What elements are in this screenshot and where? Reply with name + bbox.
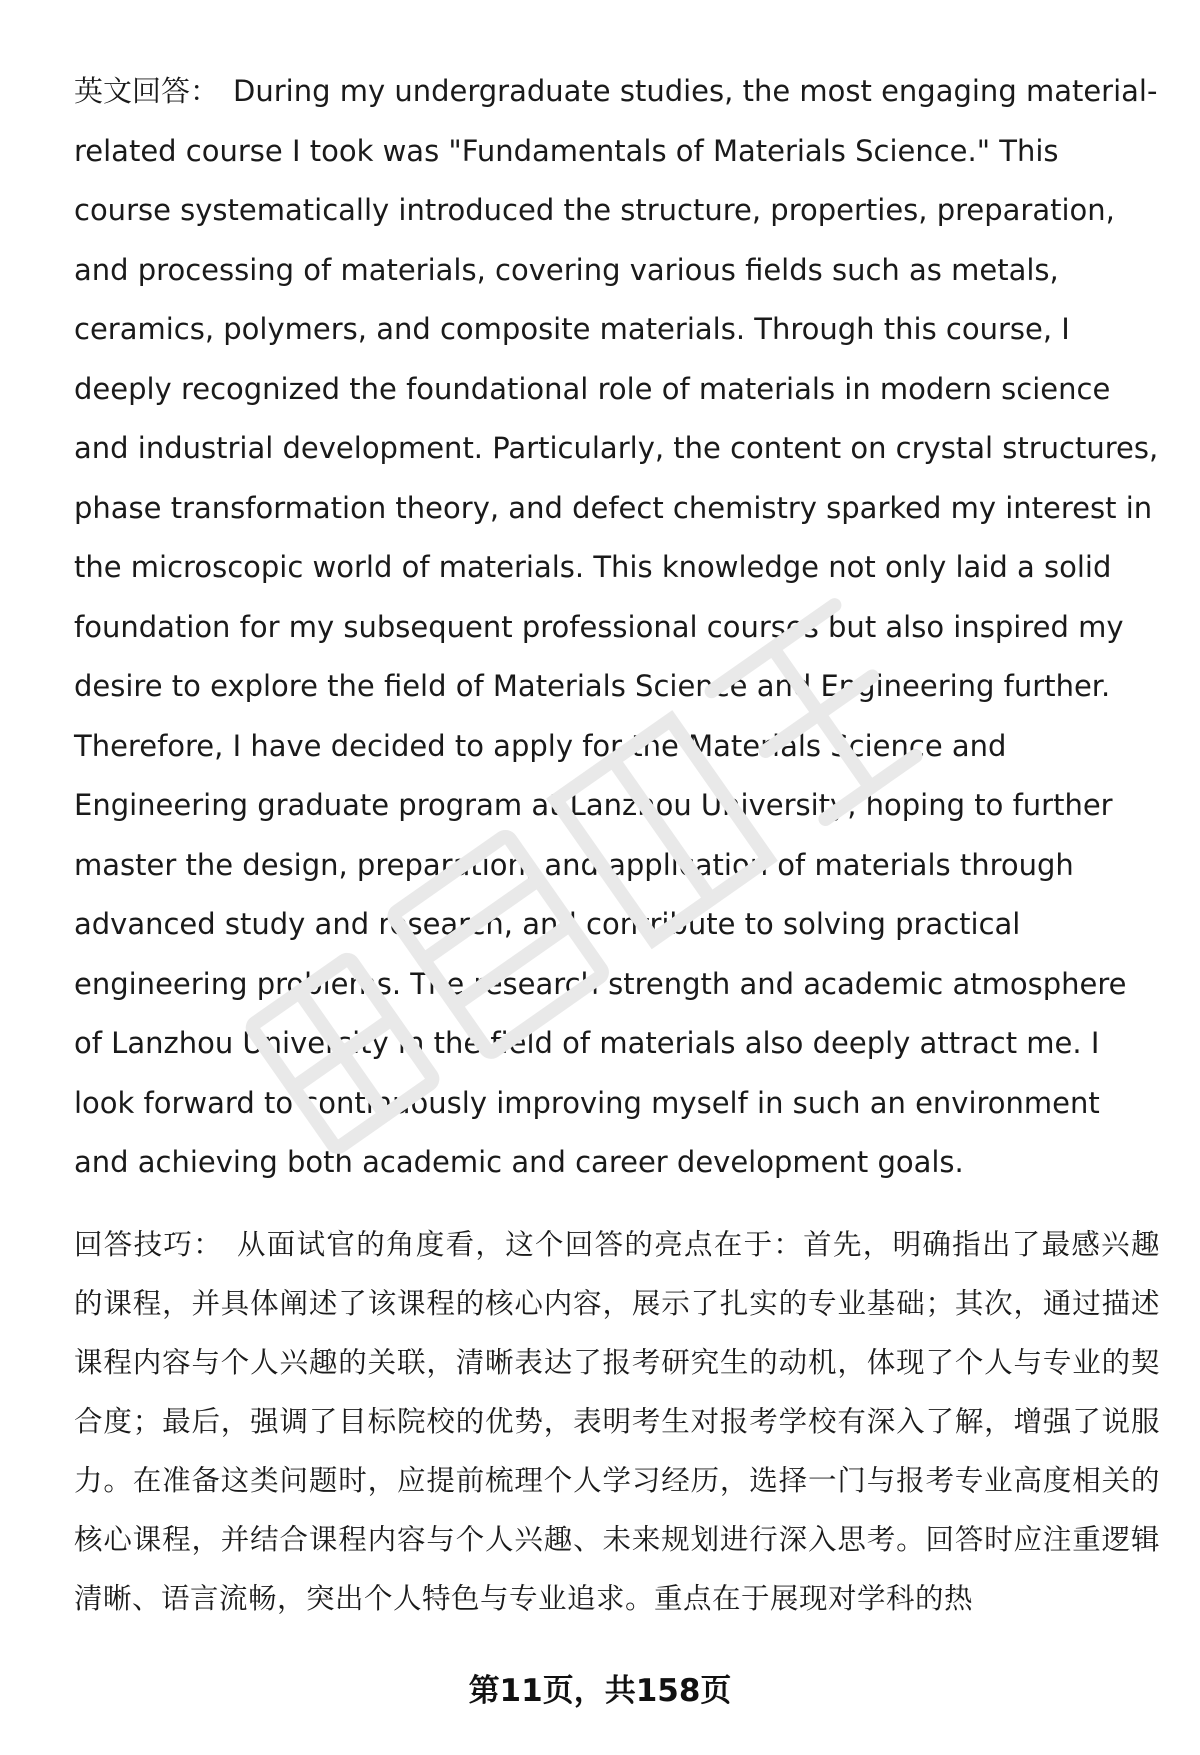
english-answer-text: During my undergraduate studies, the most engaging material-related course I took was "Fundamentals of Materials Science." This course systematically introduced the structure, properties, preparation, and processing of materials, covering various fields such as metals, ceramics, polymers, and composite materials. Through this course, I deeply recognized the foundational role of materials in modern science and industrial development. Particularly, the content on crystal structures, phase transformation theory, and defect chemistry sparked my interest in the microscopic world of materials. This knowledge not only laid a solid foundation for my subsequent professional courses but also inspired my desire to explore the field of Materials Science and Engineering further. Therefore, I have decided to apply for the Materials Science and Engineering graduate program at Lanzhou University, hoping to further master the design, preparation, and application of materials through advanced study and research, and contribute to solving practical engineering problems. The research strength and academic atmosphere of Lanzhou University in the field of materials also deeply attract me. I look forward to continuously improving myself in such an environment and achieving both academic and career development goals. <box>74 74 1159 1179</box>
answer-tips-text: 从面试官的角度看，这个回答的亮点在于：首先，明确指出了最感兴趣的课程，并具体阐述了该课程的核心内容，展示了扎实的专业基础；其次，通过描述课程内容与个人兴趣的关联，清晰表达了报考研究生的动机，体现了个人与专业的契合度；最后，强调了目标院校的优势，表明考生对报考学校有深入了解，增强了说服力。在准备这类问题时，应提前梳理个人学习经历，选择一门与报考专业高度相关的核心课程，并结合课程内容与个人兴趣、未来规划进行深入思考。回答时应注重逻辑清晰、语言流畅，突出个人特色与专业追求。重点在于展现对学科的热 <box>74 1227 1160 1615</box>
document-page <box>74 62 1160 1628</box>
english-answer-label: 英文回答： <box>74 74 220 108</box>
answer-tips-paragraph <box>74 1215 1160 1628</box>
english-answer-paragraph <box>74 62 1160 1193</box>
answer-tips-label: 回答技巧： <box>74 1227 223 1261</box>
page-number-footer: 第11页，共158页 <box>468 1673 732 1709</box>
